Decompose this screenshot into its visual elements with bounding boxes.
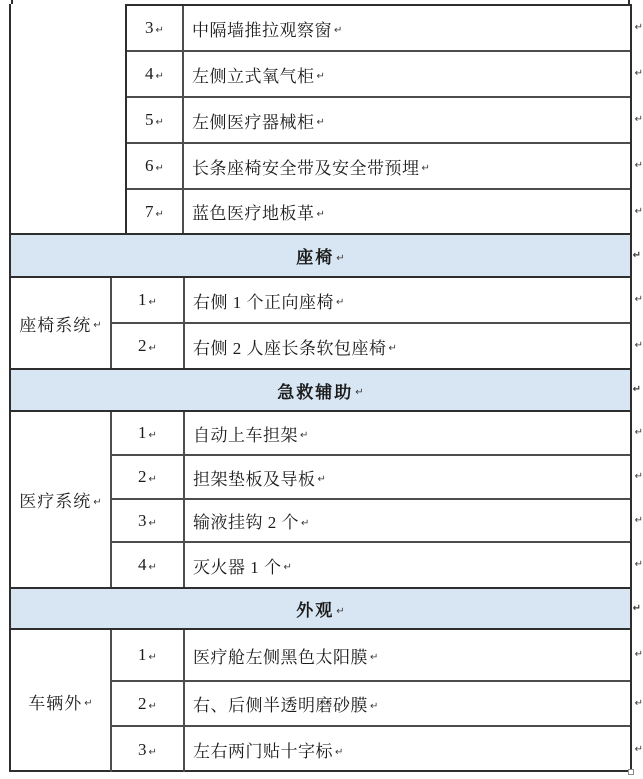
item-text-cell [184, 190, 630, 233]
paragraph-mark-icon: ↵ [155, 117, 164, 128]
table-resize-handle-icon [628, 769, 634, 775]
item-text-cell [185, 543, 630, 587]
paragraph-mark-icon: ↵ [336, 297, 345, 308]
row-end-mark-icon: ↵ [634, 294, 643, 305]
section-header-first-aid [11, 368, 643, 412]
row-end-mark-icon: ↵ [634, 649, 643, 660]
table-row [127, 52, 643, 98]
paragraph-mark-icon: ↵ [148, 474, 157, 485]
paragraph-mark-icon: ↵ [155, 208, 164, 220]
category-label: 车辆外 [28, 693, 83, 713]
row-end-mark-icon: ↵ [634, 205, 643, 217]
row-number: 3 [145, 18, 154, 37]
row-number: 2 [138, 467, 147, 486]
section-vehicle-exterior [11, 630, 643, 772]
paragraph-mark-icon: ↵ [336, 605, 345, 617]
item-text-cell [184, 144, 630, 188]
item-text: 担架垫板及导板 [193, 469, 316, 489]
table-row [127, 98, 643, 144]
row-number: 5 [145, 110, 154, 129]
row-number: 3 [138, 739, 147, 759]
row-number-cell [127, 144, 184, 188]
row-number-cell [112, 456, 185, 498]
row-number: 1 [138, 290, 147, 309]
row-number: 3 [138, 510, 147, 530]
section-continued [11, 4, 643, 233]
paragraph-mark-icon: ↵ [317, 474, 326, 485]
row-end-mark-icon: ↵ [634, 743, 643, 755]
row-number-cell [112, 682, 185, 725]
category-label: 座椅系统 [19, 315, 92, 335]
row-number: 2 [138, 336, 147, 355]
paragraph-mark-icon: ↵ [300, 430, 309, 441]
paragraph-mark-icon: ↵ [155, 163, 164, 174]
row-number: 4 [138, 555, 147, 574]
table-row [112, 630, 643, 682]
row-number-cell [112, 278, 185, 322]
item-text: 医疗舱左侧黑色太阳膜 [193, 647, 368, 667]
spec-table [9, 4, 643, 772]
item-text: 自动上车担架 [193, 425, 298, 445]
section-header-seats [11, 233, 643, 278]
item-text-cell [185, 456, 630, 498]
paragraph-mark-icon: ↵ [316, 117, 325, 128]
paragraph-mark-icon: ↵ [148, 700, 157, 712]
item-text-cell [185, 412, 630, 454]
row-number: 7 [145, 201, 154, 221]
paragraph-mark-icon: ↵ [335, 746, 344, 758]
row-end-mark-icon: ↵ [634, 68, 643, 79]
row-end-mark-icon: ↵ [632, 249, 643, 261]
item-text-cell [185, 682, 630, 725]
paragraph-mark-icon: ↵ [148, 297, 157, 308]
section-medical-system [11, 412, 643, 587]
paragraph-mark-icon: ↵ [148, 746, 157, 758]
paragraph-mark-icon: ↵ [301, 517, 310, 529]
paragraph-mark-icon: ↵ [148, 343, 157, 354]
table-row [112, 543, 643, 587]
table-row [127, 6, 643, 52]
item-text: 输液挂钩 2 个 [193, 513, 299, 532]
item-text: 左侧立式氧气柜 [192, 66, 315, 86]
category-cell [11, 630, 112, 772]
row-number-cell [127, 6, 184, 50]
table-row [127, 144, 643, 190]
paragraph-mark-icon: ↵ [155, 25, 164, 36]
row-number-cell [112, 412, 185, 454]
paragraph-mark-icon: ↵ [283, 562, 292, 573]
row-number-cell [112, 500, 185, 541]
row-number-cell [127, 52, 184, 96]
section-header-label: 急救辅助 [277, 382, 354, 402]
row-end-mark-icon: ↵ [632, 384, 643, 395]
table-row [112, 500, 643, 543]
row-number-cell [112, 543, 185, 587]
row-end-mark-icon: ↵ [634, 471, 643, 482]
item-text-cell [185, 727, 630, 772]
row-end-mark-icon: ↵ [634, 340, 643, 351]
row-number-cell [127, 190, 184, 233]
section-seat-system [11, 278, 643, 368]
paragraph-mark-icon: ↵ [316, 71, 325, 82]
table-row [112, 456, 643, 500]
row-end-mark-icon: ↵ [634, 427, 643, 438]
paragraph-mark-icon: ↵ [148, 652, 157, 663]
paragraph-mark-icon: ↵ [148, 517, 157, 529]
item-text: 右、后侧半透明磨砂膜 [193, 696, 368, 715]
item-text: 右侧 2 人座长条软包座椅 [193, 338, 387, 358]
section-header-label: 座椅 [296, 248, 335, 267]
item-text: 灭火器 1 个 [193, 557, 282, 577]
row-number-cell [112, 324, 185, 368]
row-end-mark-icon: ↵ [634, 114, 643, 125]
row-number: 2 [138, 693, 147, 713]
paragraph-mark-icon: ↵ [316, 208, 325, 220]
item-text: 蓝色医疗地板革 [192, 204, 315, 223]
paragraph-mark-icon: ↵ [93, 496, 102, 508]
paragraph-mark-icon: ↵ [155, 71, 164, 82]
paragraph-mark-icon: ↵ [148, 562, 157, 573]
paragraph-mark-icon: ↵ [355, 387, 364, 398]
category-cell [11, 278, 112, 368]
row-number-cell [112, 727, 185, 772]
item-text-cell [184, 6, 630, 50]
item-text: 左右两门贴十字标 [193, 742, 333, 761]
category-label: 医疗系统 [19, 492, 92, 511]
section-header-appearance [11, 587, 643, 630]
item-text-cell [184, 52, 630, 96]
paragraph-mark-icon: ↵ [93, 320, 102, 331]
paragraph-mark-icon: ↵ [388, 343, 397, 354]
table-row [127, 190, 643, 233]
row-end-mark-icon: ↵ [634, 160, 643, 171]
table-row [112, 682, 643, 727]
paragraph-mark-icon: ↵ [148, 430, 157, 441]
item-text-cell [185, 324, 630, 368]
row-end-mark-icon: ↵ [634, 559, 643, 570]
paragraph-mark-icon: ↵ [370, 652, 379, 663]
row-end-mark-icon: ↵ [632, 602, 643, 614]
row-number: 1 [138, 645, 147, 664]
item-text: 右侧 1 个正向座椅 [193, 292, 334, 312]
table-row [112, 324, 643, 368]
category-cell [11, 412, 112, 587]
row-end-mark-icon: ↵ [634, 514, 643, 526]
table-row [112, 278, 643, 324]
item-text-cell [185, 278, 630, 322]
row-number: 4 [145, 64, 154, 83]
paragraph-mark-icon: ↵ [334, 25, 343, 36]
item-text-cell [185, 630, 630, 680]
item-text-cell [185, 500, 630, 541]
table-row [112, 727, 643, 772]
item-text: 长条座椅安全带及安全带预埋 [192, 158, 420, 178]
paragraph-mark-icon: ↵ [84, 698, 93, 709]
category-cell-empty [11, 4, 127, 233]
row-end-mark-icon: ↵ [634, 22, 643, 33]
paragraph-mark-icon: ↵ [370, 700, 379, 712]
paragraph-mark-icon: ↵ [421, 163, 430, 174]
row-end-mark-icon: ↵ [634, 697, 643, 709]
row-number-cell [112, 630, 185, 680]
section-header-label: 外观 [296, 601, 335, 620]
item-text: 左侧医疗器械柜 [192, 112, 315, 132]
row-number: 6 [145, 156, 154, 175]
paragraph-mark-icon: ↵ [336, 252, 345, 264]
row-number-cell [127, 98, 184, 142]
row-number: 1 [138, 423, 147, 442]
item-text-cell [184, 98, 630, 142]
table-row [112, 412, 643, 456]
item-text: 中隔墙推拉观察窗 [192, 20, 332, 40]
